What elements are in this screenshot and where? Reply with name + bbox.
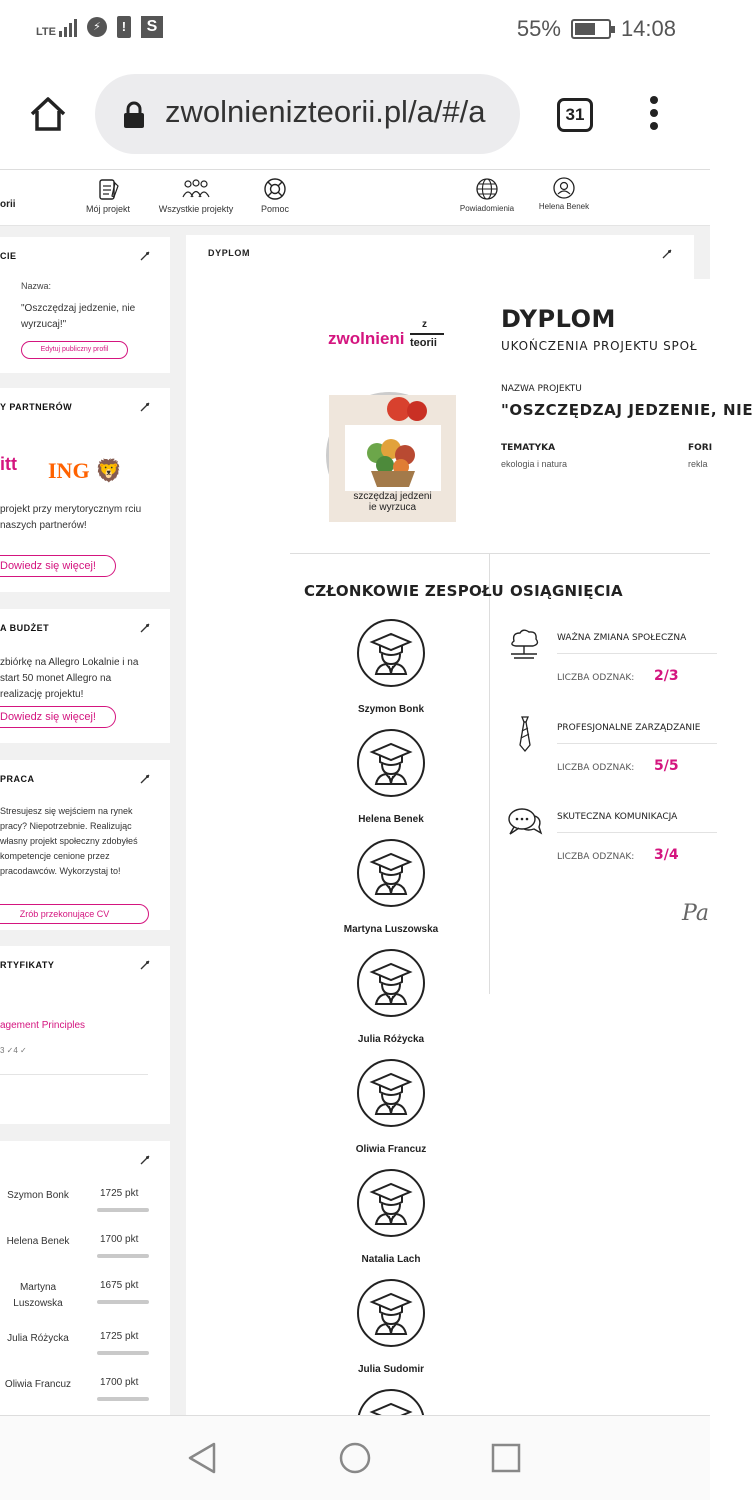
project-name: "Oszczędzaj jedzenie, nie wyrzucaj!": [21, 303, 136, 330]
diploma-subtitle: UKOŃCZENIA PROJEKTU SPOŁ: [501, 339, 698, 353]
battery-icon: [571, 19, 611, 39]
image-caption-line: szczędzaj jedzeni: [353, 491, 432, 502]
nav-my-project[interactable]: [84, 177, 132, 214]
web-content: [0, 171, 753, 1415]
partner-logo-text: itt: [0, 454, 17, 474]
system-navigation-bar: [0, 1415, 710, 1500]
achievements-heading: OSIĄGNIĘCIA: [510, 582, 623, 600]
team-heading: CZŁONKOWIE ZESPOŁU: [304, 582, 504, 600]
lock-icon: [123, 102, 145, 128]
member-points: 1700 pkt: [100, 1377, 139, 1388]
member-name: Martyna Luszowska: [343, 924, 439, 935]
edit-public-profile-button[interactable]: Edytuj publiczny profil: [21, 341, 128, 359]
nav-help[interactable]: [258, 177, 292, 214]
tab-label: DYPLOM: [208, 248, 251, 258]
pin-icon[interactable]: [662, 249, 672, 259]
graduate-icon: [366, 738, 416, 788]
divider: [290, 553, 710, 554]
achievement-title: PROFESJONALNE ZARZĄDZANIE: [557, 723, 701, 733]
recent-apps-icon[interactable]: [490, 1442, 522, 1474]
partners-card: [0, 388, 170, 592]
certificates-card: [0, 946, 170, 1124]
tab-switcher-button[interactable]: 31: [557, 98, 593, 132]
points-bar: [97, 1351, 149, 1355]
divider: [557, 832, 717, 833]
budget-text: zbiórkę na Allegro Lokalnie i na start 50 monet Allegro na realizację projektu!: [0, 657, 139, 700]
create-cv-button[interactable]: Zrób przekonujące CV: [0, 904, 149, 924]
graduate-icon: [366, 1288, 416, 1338]
member-avatar: [357, 729, 425, 797]
badge-count-label: LICZBA ODZNAK:: [557, 673, 635, 683]
divider: [557, 653, 717, 654]
member-name: Julia Sudomir: [357, 1364, 425, 1375]
member-avatar: [357, 1059, 425, 1127]
badge-count: 2/3: [654, 668, 679, 684]
user-avatar-icon: [553, 177, 575, 199]
team-member: [336, 839, 446, 935]
project-image: [326, 392, 453, 519]
learn-more-button[interactable]: Dowiedz się więcej!: [0, 706, 116, 728]
nav-label: Mój projekt: [85, 204, 130, 214]
team-member: [336, 619, 446, 715]
tree-icon: [506, 627, 542, 663]
team-icon: [180, 177, 212, 201]
learn-more-button[interactable]: Dowiedz się więcej!: [0, 555, 116, 577]
budget-card: [0, 609, 170, 743]
member-name: Helena Benek: [6, 1236, 70, 1247]
badge-count-label: LICZBA ODZNAK:: [557, 763, 635, 773]
points-bar: [97, 1254, 149, 1258]
partner-logo-ing: [48, 458, 122, 484]
brand-logo: [328, 319, 448, 353]
member-avatar: [357, 1169, 425, 1237]
member-name: Julia Różycka: [7, 1333, 69, 1344]
card-title: Y PARTNERÓW: [0, 402, 73, 412]
nav-label: Helena Benek: [538, 202, 590, 211]
nav-label: Powiadomienia: [459, 204, 515, 213]
team-member: [336, 1169, 446, 1265]
partner-logo-skittles: [0, 454, 17, 475]
signal-icon: [36, 17, 77, 37]
work-text: Stresujesz się wejściem na rynek pracy? Niepotrzebnie. Realizując własny projekt społeczny zdobyłeś kompetencje cenione przez pracodawców. Wykorzystaj to!: [0, 806, 138, 876]
topic-label: TEMATYKA: [501, 443, 556, 453]
member-points: 1675 pkt: [100, 1280, 139, 1291]
member-avatar: [357, 839, 425, 907]
column-divider: [489, 554, 490, 994]
nav-notifications[interactable]: [454, 177, 520, 213]
clipboard-icon: [95, 177, 121, 201]
status-icons-left: [36, 16, 163, 38]
member-name: Oliwia Francuz: [4, 1379, 72, 1390]
brand-word: zwolnieni: [328, 329, 405, 348]
certificate-link[interactable]: agement Principles: [0, 1020, 86, 1031]
status-icons-right: [517, 16, 676, 42]
member-name: Oliwia Francuz: [355, 1144, 427, 1155]
badge-count-label: LICZBA ODZNAK:: [557, 852, 635, 862]
battery-percent: 55%: [516, 16, 561, 41]
pin-icon[interactable]: [140, 402, 150, 412]
pin-icon[interactable]: [140, 1155, 150, 1165]
card-title: PRACA: [0, 774, 35, 784]
speech-bubbles-icon: [506, 806, 544, 840]
signature: Pa: [682, 901, 709, 926]
badge-count: 3/4: [654, 847, 679, 863]
points-bar: [97, 1208, 149, 1212]
project-name-label: NAZWA PROJEKTU: [501, 384, 582, 394]
divider: [557, 743, 717, 744]
team-member: [336, 949, 446, 1045]
name-label: Nazwa:: [21, 281, 52, 291]
member-name: Szymon Bonk: [7, 1190, 69, 1201]
graduate-icon: [366, 1178, 416, 1228]
image-caption: [329, 491, 456, 513]
home-icon[interactable]: [28, 94, 68, 134]
messenger-icon: ⚡: [87, 17, 107, 37]
graduate-icon: [366, 958, 416, 1008]
diploma-panel: [186, 235, 753, 1425]
member-avatar: [357, 949, 425, 1017]
points-bar: [97, 1397, 149, 1401]
network-type: LTE: [36, 26, 56, 38]
member-name: Helena Benek: [358, 814, 424, 825]
app-notification-icon: S: [141, 16, 163, 38]
partner-logo-text: ING: [48, 458, 90, 483]
card-title: A BUDŻET: [0, 623, 50, 633]
topic-value: ekologia i natura: [501, 459, 568, 469]
diploma-tab[interactable]: [186, 235, 694, 279]
project-name-value: "OSZCZĘDZAJ JEDZENIE, NIE: [501, 401, 753, 419]
member-avatar: [357, 619, 425, 687]
card-title: RTYFIKATY: [0, 960, 55, 970]
lion-icon: 🦁: [89, 458, 123, 483]
member-points: 1725 pkt: [100, 1188, 139, 1199]
clock: 14:08: [620, 16, 676, 41]
nav-user-profile[interactable]: [534, 177, 594, 211]
member-name: Martyna Luszowska: [13, 1282, 63, 1309]
app-navigation: [0, 171, 710, 226]
certificate-progress: 3 ✓4 ✓: [0, 1046, 27, 1055]
status-bar: [0, 0, 710, 62]
team-member: [336, 729, 446, 825]
partners-text: projekt przy merytorycznym rciu naszych partnerów!: [0, 504, 142, 531]
member-name: Natalia Lach: [361, 1254, 421, 1265]
pin-icon[interactable]: [140, 774, 150, 784]
nav-label: Wszystkie projekty: [158, 204, 234, 214]
badge-count: 5/5: [654, 758, 679, 774]
ranking-card: [0, 1141, 170, 1431]
pin-icon[interactable]: [140, 623, 150, 633]
address-bar[interactable]: [95, 74, 520, 154]
home-circle-icon[interactable]: [338, 1441, 372, 1475]
graduate-icon: [366, 1068, 416, 1118]
browser-toolbar: [0, 62, 710, 170]
graduate-icon: [366, 848, 416, 898]
site-logo[interactable]: orii: [0, 199, 16, 210]
nav-all-projects[interactable]: [154, 177, 238, 214]
work-card: [0, 760, 170, 930]
achievement-title: WAŻNA ZMIANA SPOŁECZNA: [557, 633, 687, 643]
divider: [0, 1074, 148, 1075]
back-icon[interactable]: [186, 1441, 220, 1475]
member-name: Szymon Bonk: [357, 704, 425, 715]
tie-icon: [516, 715, 534, 755]
team-member: [336, 1059, 446, 1155]
achievement-title: SKUTECZNA KOMUNIKACJA: [557, 812, 678, 822]
member-name: Julia Różycka: [357, 1034, 425, 1045]
form-value: rekla: [688, 459, 708, 469]
form-label: FORI: [688, 443, 713, 453]
member-avatar: [357, 1279, 425, 1347]
nav-label: Pomoc: [260, 204, 289, 214]
brand-teorii: teorii: [410, 337, 437, 349]
tab-gap: [694, 235, 710, 279]
member-points: 1725 pkt: [100, 1331, 139, 1342]
pin-icon[interactable]: [140, 251, 150, 261]
brand-z: z: [422, 319, 427, 330]
lifebuoy-icon: [263, 177, 287, 201]
notification-alert-icon: !: [117, 16, 131, 38]
browser-menu-icon[interactable]: [650, 96, 660, 132]
member-points: 1700 pkt: [100, 1234, 139, 1245]
points-bar: [97, 1300, 149, 1304]
card-title: CIE: [0, 251, 17, 261]
team-member: [336, 1279, 446, 1375]
brand-fraction-line: [410, 333, 444, 335]
globe-icon: [475, 177, 499, 201]
diploma-title: DYPLOM: [501, 305, 616, 333]
pin-icon[interactable]: [140, 960, 150, 970]
profile-card: [0, 237, 170, 373]
image-caption-line: ie wyrzuca: [368, 502, 417, 513]
graduate-icon: [366, 628, 416, 678]
url-text: zwolnienizteorii.pl/a/#/a: [165, 94, 486, 129]
